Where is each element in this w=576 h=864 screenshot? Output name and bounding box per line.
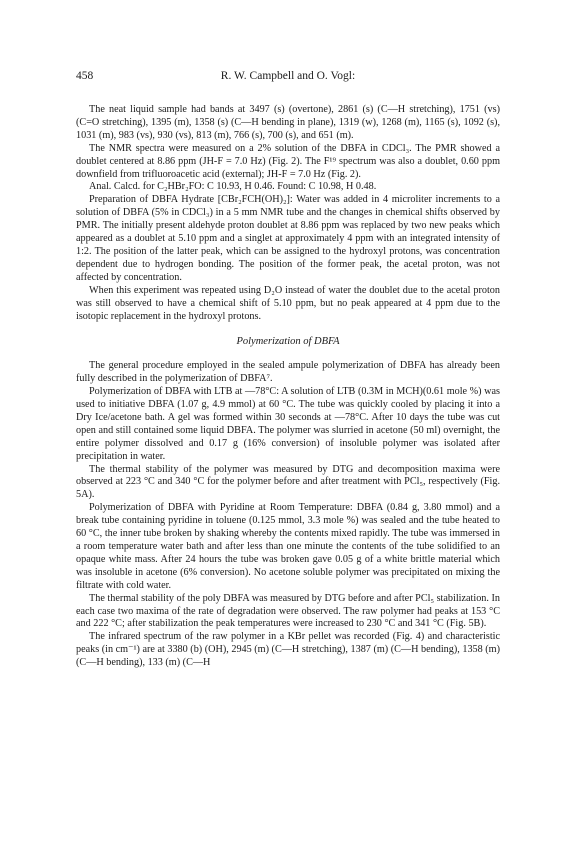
paragraph-nmr-spectra: The NMR spectra were measured on a 2% solution of the DBFA in CDCl₃. The PMR showed a doublet centered at 8.86 ppm (JH-F = 7.0 Hz) (Fig. 2). The F¹⁹ spectrum was also a doublet, 0.60 ppm downfield from trifluoroacetic acid (external); JH-F = 7.0 Hz (Fig. 2).: [76, 142, 500, 180]
paragraph-ltb-polymerization: Polymerization of DBFA with LTB at —78°C: A solution of LTB (0.3M in MCH)(0.61 mole %) was used to initiative DBFA (1.07 g, 4.9 mmol) at 60 °C. The tube was quickly cooled by placing it into a Dry Ice/acetone bath. A gel was formed within 30 seconds at —78°C. After 10 days the tube was cut open and still contained some liquid DBFA. The polymer was slurried in acetone (50 ml) overnight, the entire polymer dissolved and 0.17 g (16% conversion) of insoluble polymer was isolated after precipitation in water.: [76, 386, 500, 462]
paragraph-pyridine-polymerization: Polymerization of DBFA with Pyridine at Room Temperature: DBFA (0.84 g, 3.80 mmol) and a break tube containing pyridine in toluene (0.125 mmol, 3.3 mole %) was sealed and the tube heated to 60 °C, the inner tube broken by shaking whereby the contents mixed rapidly. The tube was immersed in a room temperature water bath and after less than one minute the contents of the tube solidified to an opaque white mass. After 24 hours the tube was broken gave 0.05 g of a white brittle material which was insoluble in acetone (6% conversion). No acetone soluble polymer was precipitated on mixing the filtrate with cold water.: [76, 502, 500, 591]
page-number: 458: [76, 70, 94, 82]
paragraph-ir-bands: The neat liquid sample had bands at 3497 (s) (overtone), 2861 (s) (C—H stretching), 1751 (vs) (C=O stretching), 1395 (m), 1358 (s) (C—H bending in plane), 1319 (w), 1268 (m), 1165 (s), 1092 (s), 1031 (m), 983 (vs), 930 (vs), 813 (m), 766 (s), 700 (s), and 651 (m).: [76, 104, 500, 141]
paragraph-general-procedure: The general procedure employed in the sealed ampule polymerization of DBFA has already been fully described in the polymerization of DBFA⁷.: [76, 360, 500, 385]
running-head-authors: R. W. Campbell and O. Vogl:: [220, 70, 356, 82]
paragraph-d2o-experiment: When this experiment was repeated using D₂O instead of water the doublet due to the acetal proton was still observed to have a chemical shift of 5.10 ppm, but no peak appeared at 4 ppm due to the isotopic replacement in the hydroxyl protons.: [76, 284, 500, 322]
paragraph-dtg-stability: The thermal stability of the poly DBFA was measured by DTG before and after PCl₅ stabilization. In each case two maxima of the rate of degradation were observed. The raw polymer had peaks at 153 °C and 222 °C; after stabilization the peak temperatures were increased to 230 °C and 341 °C (Fig. 5B).: [76, 592, 500, 630]
paragraph-thermal-stability: The thermal stability of the polymer was measured by DTG and decomposition maxima were observed at 223 °C and 340 °C for the polymer before and after treatment with PCl₅, respectively (Fig. 5A).: [76, 463, 500, 501]
section-heading: Polymerization of DBFA: [236, 336, 340, 348]
paragraph-analysis: Anal. Calcd. for C₂HBr₂FO: C 10.93, H 0.46. Found: C 10.98, H 0.48.: [89, 181, 377, 193]
running-head: [76, 69, 500, 83]
paragraph-hydrate-preparation: Preparation of DBFA Hydrate [CBr₂FCH(OH)₂]: Water was added in 4 microliter increments to a solution of DBFA (5% in CDCl₃) in a 5 mm NMR tube and the changes in chemical shifts observed by PMR. The initially present aldehyde proton doublet at 8.86 ppm was replaced by two new peaks which appeared as a doublet at 5.10 ppm and a singlet at approximately 4 ppm with an integrated intensity of 1:2. The position of the latter peak, which can be assigned to the hydroxyl protons, was concentration dependent due to hydrogen bonding. The position of the former peak, the acetal proton, was not affected by concentration.: [76, 194, 500, 283]
paragraph-infrared-spectrum: The infrared spectrum of the raw polymer in a KBr pellet was recorded (Fig. 4) and characteristic peaks (in cm⁻¹) are at 3380 (b) (OH), 2945 (m) (C—H stretching), 1387 (m) (C—H bending), 1358 (m) (C—H bending), 133 (m) (C—H: [76, 631, 500, 669]
body-text: [76, 104, 500, 670]
